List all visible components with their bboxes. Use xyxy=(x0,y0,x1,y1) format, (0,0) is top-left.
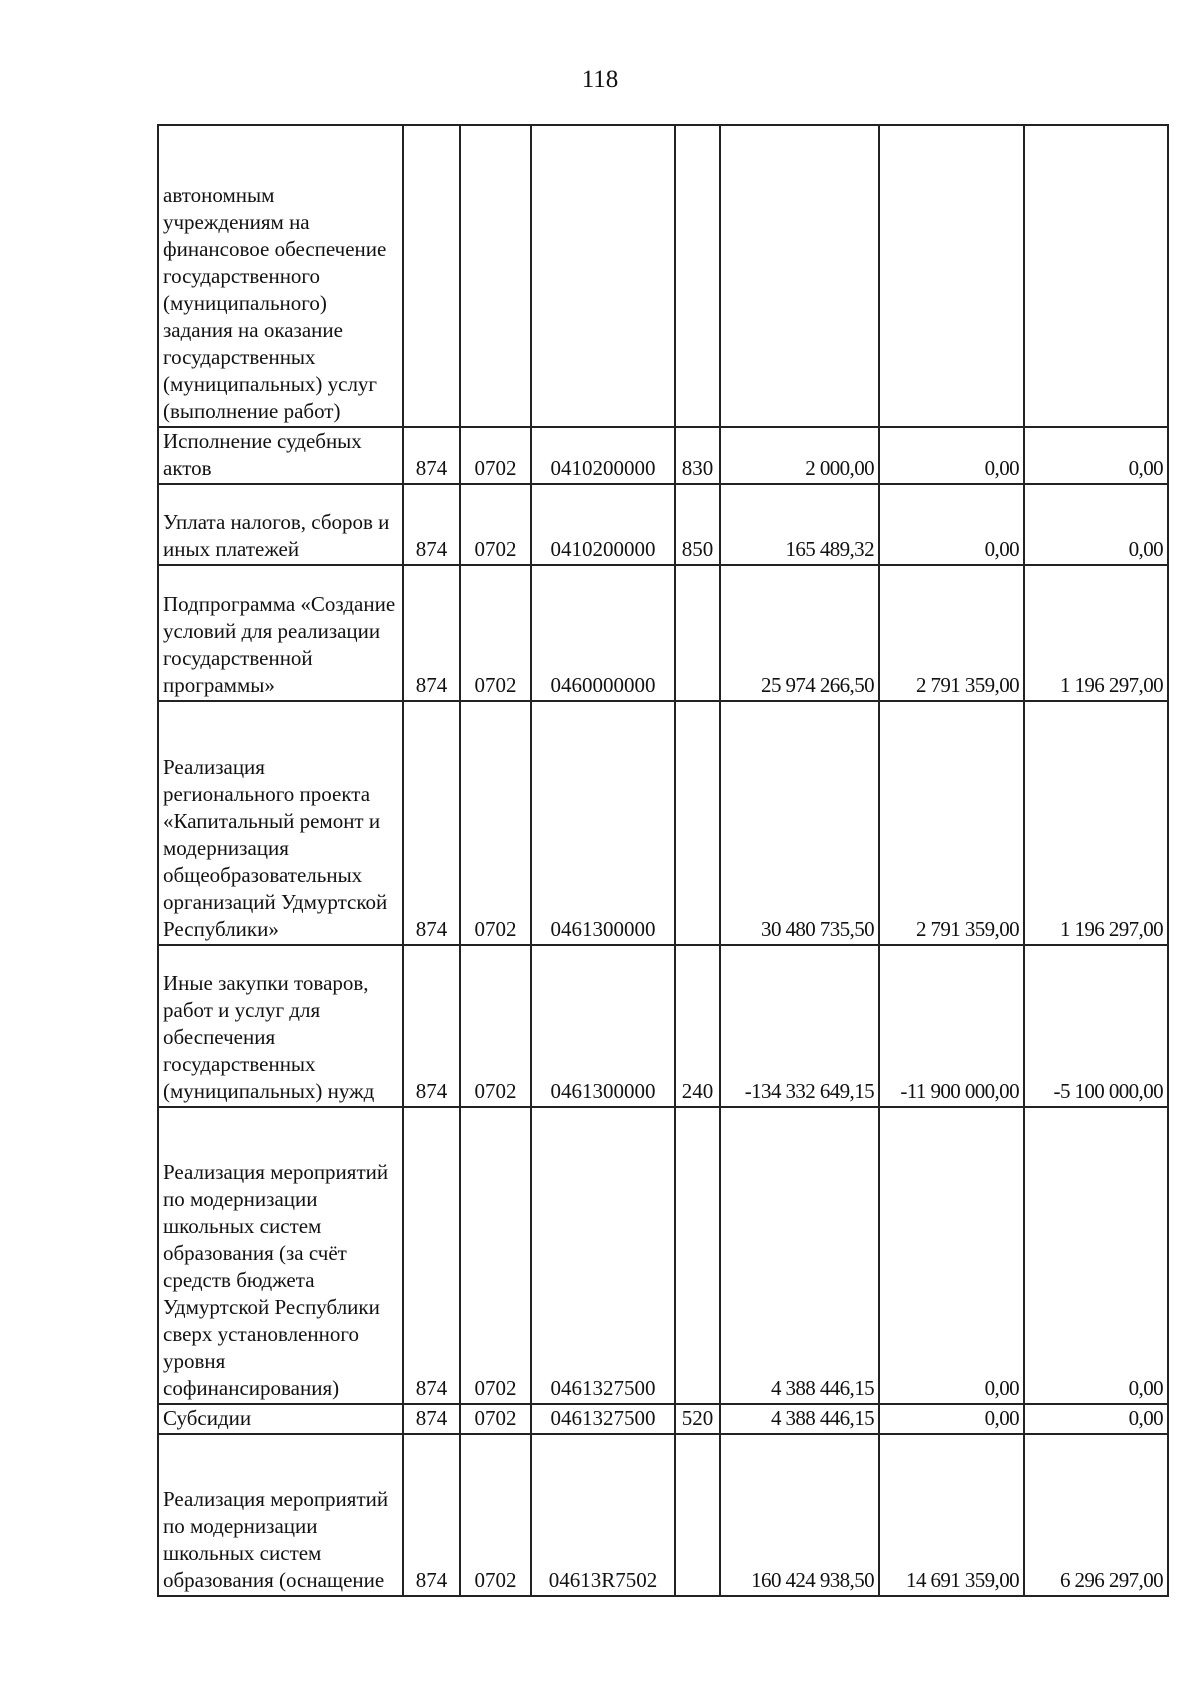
amount-year-2 xyxy=(879,125,1024,427)
item-name: Уплата налогов, сборов и иных платежей xyxy=(158,484,403,565)
expense-type-code xyxy=(675,1107,720,1404)
section-code: 0702 xyxy=(460,1404,531,1434)
amount-year-1: 4 388 446,15 xyxy=(720,1107,879,1404)
target-article-code: 0410200000 xyxy=(531,484,675,565)
budget-table xyxy=(157,124,1169,1597)
item-name: Иные закупки товаров, работ и услуг для обеспечения государственных (муниципальных) нужд xyxy=(158,945,403,1107)
section-code: 0702 xyxy=(460,701,531,945)
expense-type-code: 830 xyxy=(675,427,720,484)
amount-year-1: 4 388 446,15 xyxy=(720,1404,879,1434)
section-code: 0702 xyxy=(460,484,531,565)
item-name: Исполнение судебных актов xyxy=(158,427,403,484)
section-code: 0702 xyxy=(460,1107,531,1404)
amount-year-3: 6 296 297,00 xyxy=(1024,1434,1168,1596)
section-code: 0702 xyxy=(460,427,531,484)
amount-year-2: 0,00 xyxy=(879,1107,1024,1404)
table-row xyxy=(158,945,1168,1107)
table-row xyxy=(158,484,1168,565)
amount-year-1: 160 424 938,50 xyxy=(720,1434,879,1596)
amount-year-3: 0,00 xyxy=(1024,1404,1168,1434)
amount-year-2: 2 791 359,00 xyxy=(879,701,1024,945)
dept-code: 874 xyxy=(403,945,460,1107)
amount-year-3: 1 196 297,00 xyxy=(1024,565,1168,701)
expense-type-code xyxy=(675,125,720,427)
section-code xyxy=(460,125,531,427)
amount-year-3: 0,00 xyxy=(1024,1107,1168,1404)
amount-year-2: 2 791 359,00 xyxy=(879,565,1024,701)
table-row xyxy=(158,1404,1168,1434)
dept-code: 874 xyxy=(403,565,460,701)
amount-year-1: 30 480 735,50 xyxy=(720,701,879,945)
amount-year-1 xyxy=(720,125,879,427)
table-row xyxy=(158,125,1168,427)
item-name: Субсидии xyxy=(158,1404,403,1434)
section-code: 0702 xyxy=(460,945,531,1107)
amount-year-3: 1 196 297,00 xyxy=(1024,701,1168,945)
dept-code: 874 xyxy=(403,701,460,945)
item-name: автономным учреждениям на финансовое обеспечение государственного (муниципального) задания на оказание государственных (муниципальных) услуг (выполнение работ) xyxy=(158,125,403,427)
target-article-code: 0410200000 xyxy=(531,427,675,484)
item-name: Реализация мероприятий по модернизации школьных систем образования (оснащение xyxy=(158,1434,403,1596)
dept-code xyxy=(403,125,460,427)
amount-year-1: 2 000,00 xyxy=(720,427,879,484)
amount-year-2: 0,00 xyxy=(879,484,1024,565)
target-article-code: 04613R7502 xyxy=(531,1434,675,1596)
table-row xyxy=(158,565,1168,701)
item-name: Реализация мероприятий по модернизации школьных систем образования (за счёт средств бюджета Удмуртской Республики сверх установленного уровня софинансирования) xyxy=(158,1107,403,1404)
amount-year-2: -11 900 000,00 xyxy=(879,945,1024,1107)
dept-code: 874 xyxy=(403,1434,460,1596)
target-article-code: 0461327500 xyxy=(531,1404,675,1434)
dept-code: 874 xyxy=(403,1404,460,1434)
amount-year-1: 25 974 266,50 xyxy=(720,565,879,701)
expense-type-code: 850 xyxy=(675,484,720,565)
expense-type-code xyxy=(675,1434,720,1596)
target-article-code xyxy=(531,125,675,427)
dept-code: 874 xyxy=(403,427,460,484)
target-article-code: 0461300000 xyxy=(531,701,675,945)
amount-year-3: -5 100 000,00 xyxy=(1024,945,1168,1107)
table-row xyxy=(158,1107,1168,1404)
table-row xyxy=(158,1434,1168,1596)
section-code: 0702 xyxy=(460,565,531,701)
expense-type-code xyxy=(675,701,720,945)
expense-type-code: 240 xyxy=(675,945,720,1107)
amount-year-1: -134 332 649,15 xyxy=(720,945,879,1107)
target-article-code: 0461327500 xyxy=(531,1107,675,1404)
page-number: 118 xyxy=(581,66,619,93)
expense-type-code: 520 xyxy=(675,1404,720,1434)
dept-code: 874 xyxy=(403,1107,460,1404)
item-name: Реализация регионального проекта «Капитальный ремонт и модернизация общеобразовательных организаций Удмуртской Республики» xyxy=(158,701,403,945)
amount-year-3: 0,00 xyxy=(1024,484,1168,565)
amount-year-3 xyxy=(1024,125,1168,427)
section-code: 0702 xyxy=(460,1434,531,1596)
target-article-code: 0460000000 xyxy=(531,565,675,701)
dept-code: 874 xyxy=(403,484,460,565)
amount-year-1: 165 489,32 xyxy=(720,484,879,565)
amount-year-2: 0,00 xyxy=(879,1404,1024,1434)
item-name: Подпрограмма «Создание условий для реализации государственной программы» xyxy=(158,565,403,701)
amount-year-2: 14 691 359,00 xyxy=(879,1434,1024,1596)
table-row xyxy=(158,701,1168,945)
target-article-code: 0461300000 xyxy=(531,945,675,1107)
expense-type-code xyxy=(675,565,720,701)
amount-year-3: 0,00 xyxy=(1024,427,1168,484)
table-row xyxy=(158,427,1168,484)
amount-year-2: 0,00 xyxy=(879,427,1024,484)
